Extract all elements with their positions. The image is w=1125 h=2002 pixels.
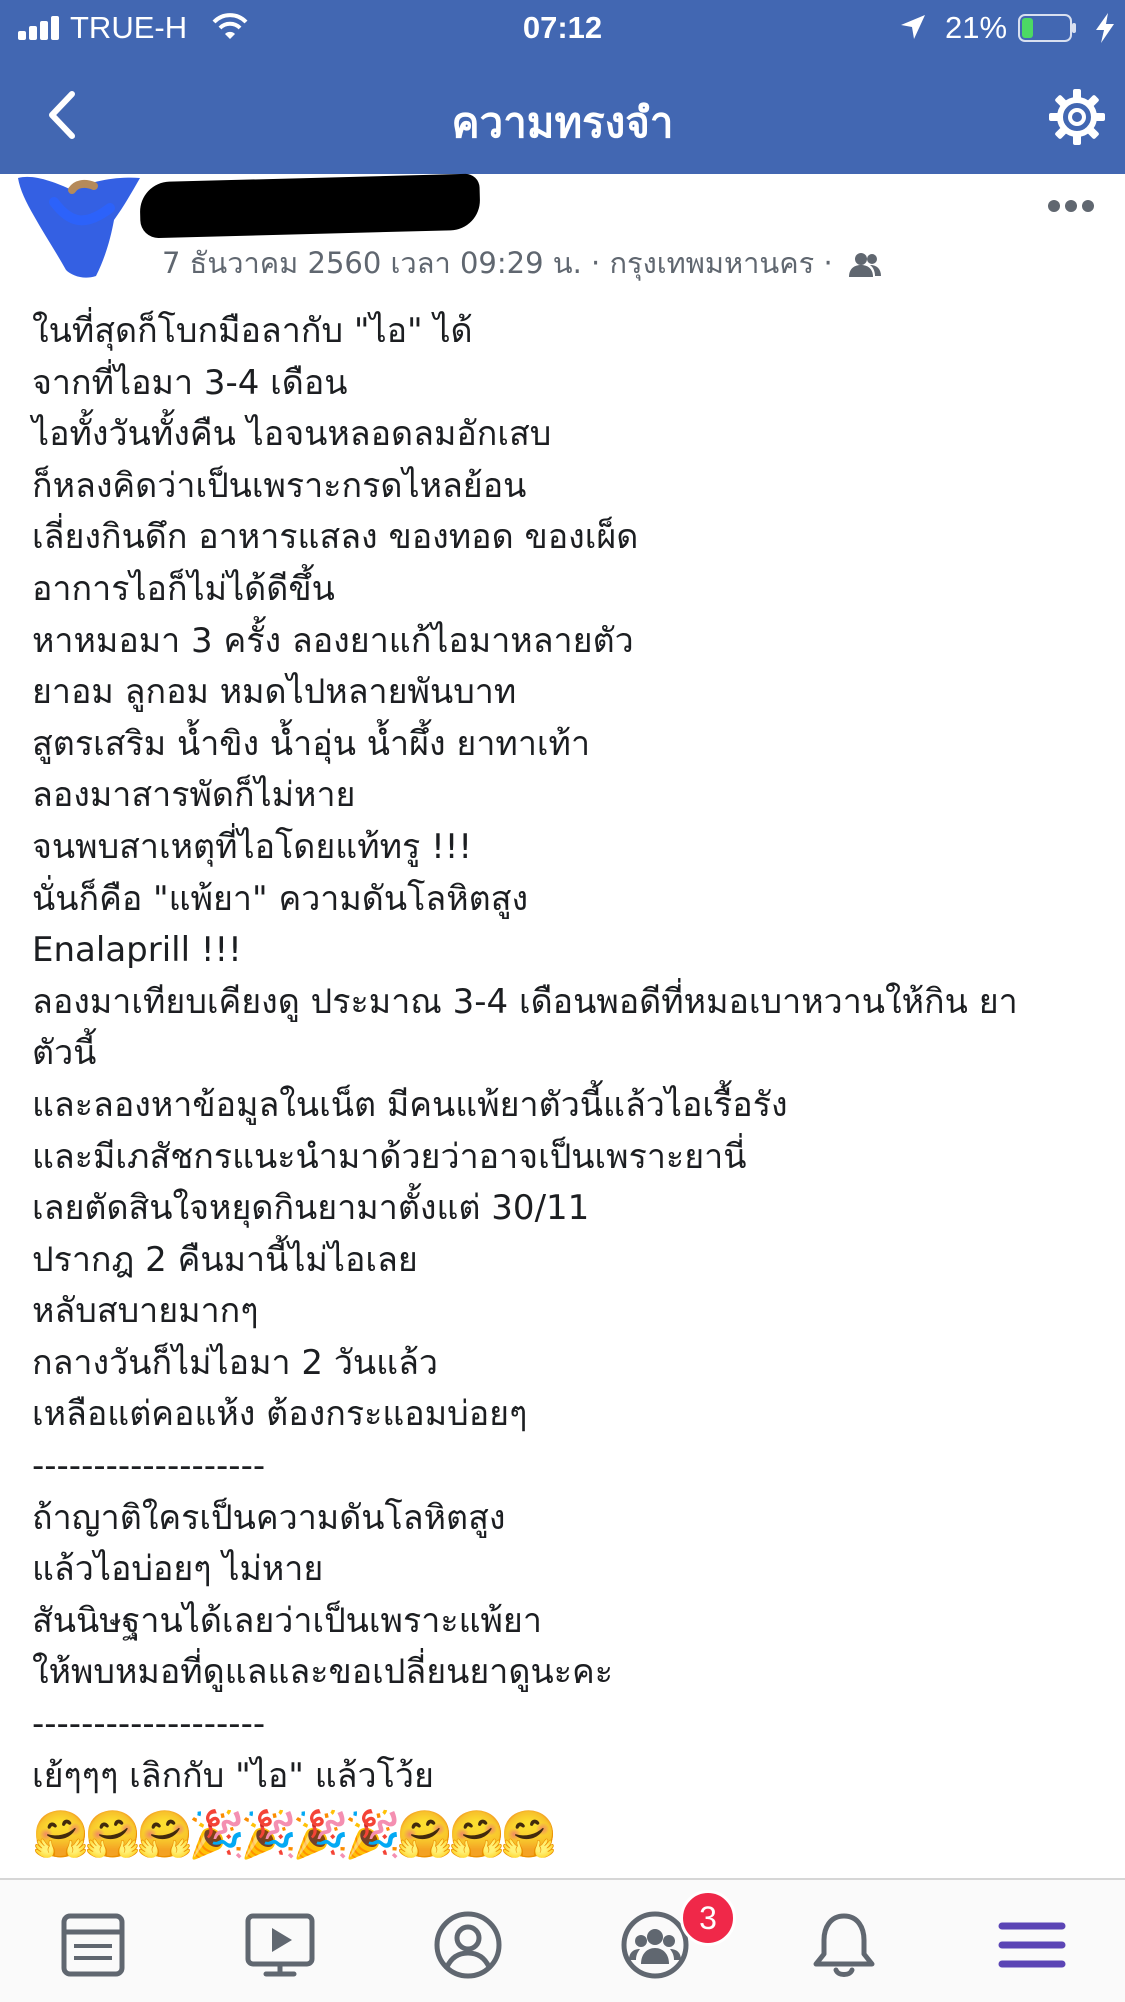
post-line: แล้วไอบ่อยๆ ไม่หาย (32, 1549, 324, 1590)
more-options-icon[interactable] (1048, 200, 1094, 214)
hugging-face-emoji: 🤗 (136, 1807, 194, 1861)
post-line: จนพบสาเหตุที่ไอโดยแท้ทรู !!! (32, 826, 473, 867)
post-date-location: 7 ธันวาคม 2560 เวลา 09:29 น. · กรุงเทพมหานคร · (162, 246, 833, 280)
carrier-name: TRUE-H (70, 10, 188, 45)
post-line: ถ้าญาติใครเป็นความดันโลหิตสูง (32, 1497, 506, 1538)
post-line: อาการไอก็ไม่ได้ดีขึ้น (32, 568, 335, 609)
gear-icon[interactable] (1048, 88, 1106, 146)
post-line: เหลือแต่คอแห้ง ต้องกระแอมบ่อยๆ (32, 1394, 528, 1435)
emoji-row (32, 1807, 558, 1861)
post-line: เลยตัดสินใจหยุดกินยามาตั้งแต่ 30/11 (32, 1188, 590, 1229)
battery-percentage: 21% (945, 10, 1008, 45)
post-line: Enalaprill !!! (32, 930, 242, 971)
location-arrow-icon (898, 12, 928, 42)
profile-icon[interactable] (432, 1910, 504, 1980)
post-line: และลองหาข้อมูลในเน็ต มีคนแพ้ยาตัวนี้แล้วไอเรื้อรัง (32, 1084, 788, 1125)
post-line: ปรากฎ 2 คืนมานี้ไม่ไอเลย (32, 1239, 418, 1280)
post-line: ในที่สุดก็โบกมือลากับ "ไอ" ได้ (32, 311, 473, 351)
post-line: ไอทั้งวันทั้งคืน ไอจนหลอดลมอักเสบ (32, 414, 552, 455)
battery-icon (1018, 14, 1078, 42)
post-line: ลองมาเทียบเคียงดู ประมาณ 3-4 เดือนพอดีที่หมอเบาหวานให้กิน ยาตัวนี้ (32, 981, 1018, 1074)
post-line: นั่นก็คือ "แพ้ยา" ความดันโลหิตสูง (32, 878, 529, 919)
party-popper-emoji: 🎉 (292, 1807, 350, 1861)
friends-audience-icon (848, 252, 882, 278)
notifications-bell-icon[interactable] (808, 1910, 880, 1980)
post-line: เย้ๆๆๆ เลิกกับ "ไอ" แล้วโว้ย (32, 1755, 434, 1796)
post-meta (162, 240, 882, 286)
news-feed-icon[interactable] (58, 1910, 130, 1980)
party-popper-emoji: 🎉 (240, 1807, 298, 1861)
post-line: ก็หลงคิดว่าเป็นเพราะกรดไหลย้อน (32, 465, 527, 506)
post-line: ลองมาสารพัดก็ไม่หาย (32, 775, 356, 816)
hugging-face-emoji: 🤗 (500, 1807, 558, 1861)
post-line: ยาอม ลูกอม หมดไปหลายพันบาท (32, 672, 517, 713)
post-text (32, 306, 1102, 1802)
status-bar (0, 0, 1125, 56)
post-line: สันนิษฐานได้เลยว่าเป็นเพราะแพ้ยา (32, 1600, 542, 1641)
avatar[interactable] (14, 172, 144, 282)
menu-icon[interactable] (996, 1910, 1068, 1980)
hugging-face-emoji: 🤗 (448, 1807, 506, 1861)
post-line: ให้พบหมอที่ดูแลและขอเปลี่ยนยาดูนะคะ (32, 1652, 613, 1693)
watch-icon[interactable] (244, 1910, 316, 1980)
hugging-face-emoji: 🤗 (84, 1807, 142, 1861)
charging-icon (1094, 12, 1116, 44)
post-line: ------------------- (32, 1704, 266, 1745)
clock-time: 07:12 (522, 10, 603, 45)
navigation-bar (0, 56, 1125, 174)
groups-notification-badge: 3 (680, 1890, 736, 1946)
party-popper-emoji: 🎉 (188, 1807, 246, 1861)
hugging-face-emoji: 🤗 (396, 1807, 454, 1861)
post-line: หลับสบายมากๆ (32, 1291, 259, 1332)
post-line: และมีเภสัชกรแนะนำมาด้วยว่าอาจเป็นเพราะยานี่ (32, 1136, 747, 1177)
post-line: เลี่ยงกินดึก อาหารแสลง ของทอด ของเผ็ด (32, 517, 639, 558)
post-line: จากที่ไอมา 3-4 เดือน (32, 362, 348, 403)
party-popper-emoji: 🎉 (344, 1807, 402, 1861)
hugging-face-emoji: 🤗 (32, 1807, 90, 1861)
author-name-redacted[interactable] (139, 174, 480, 239)
post-line: กลางวันก็ไม่ไอมา 2 วันแล้ว (32, 1342, 438, 1383)
post-line: สูตรเสริม น้ำขิง น้ำอุ่น น้ำผึ้ง ยาทาเท้า (32, 723, 591, 764)
bottom-tab-bar (0, 1878, 1125, 2002)
page-title: ความทรงจำ (451, 98, 674, 147)
post-line: ------------------- (32, 1446, 266, 1487)
post-line: หาหมอมา 3 ครั้ง ลองยาแก้ไอมาหลายตัว (32, 620, 634, 661)
